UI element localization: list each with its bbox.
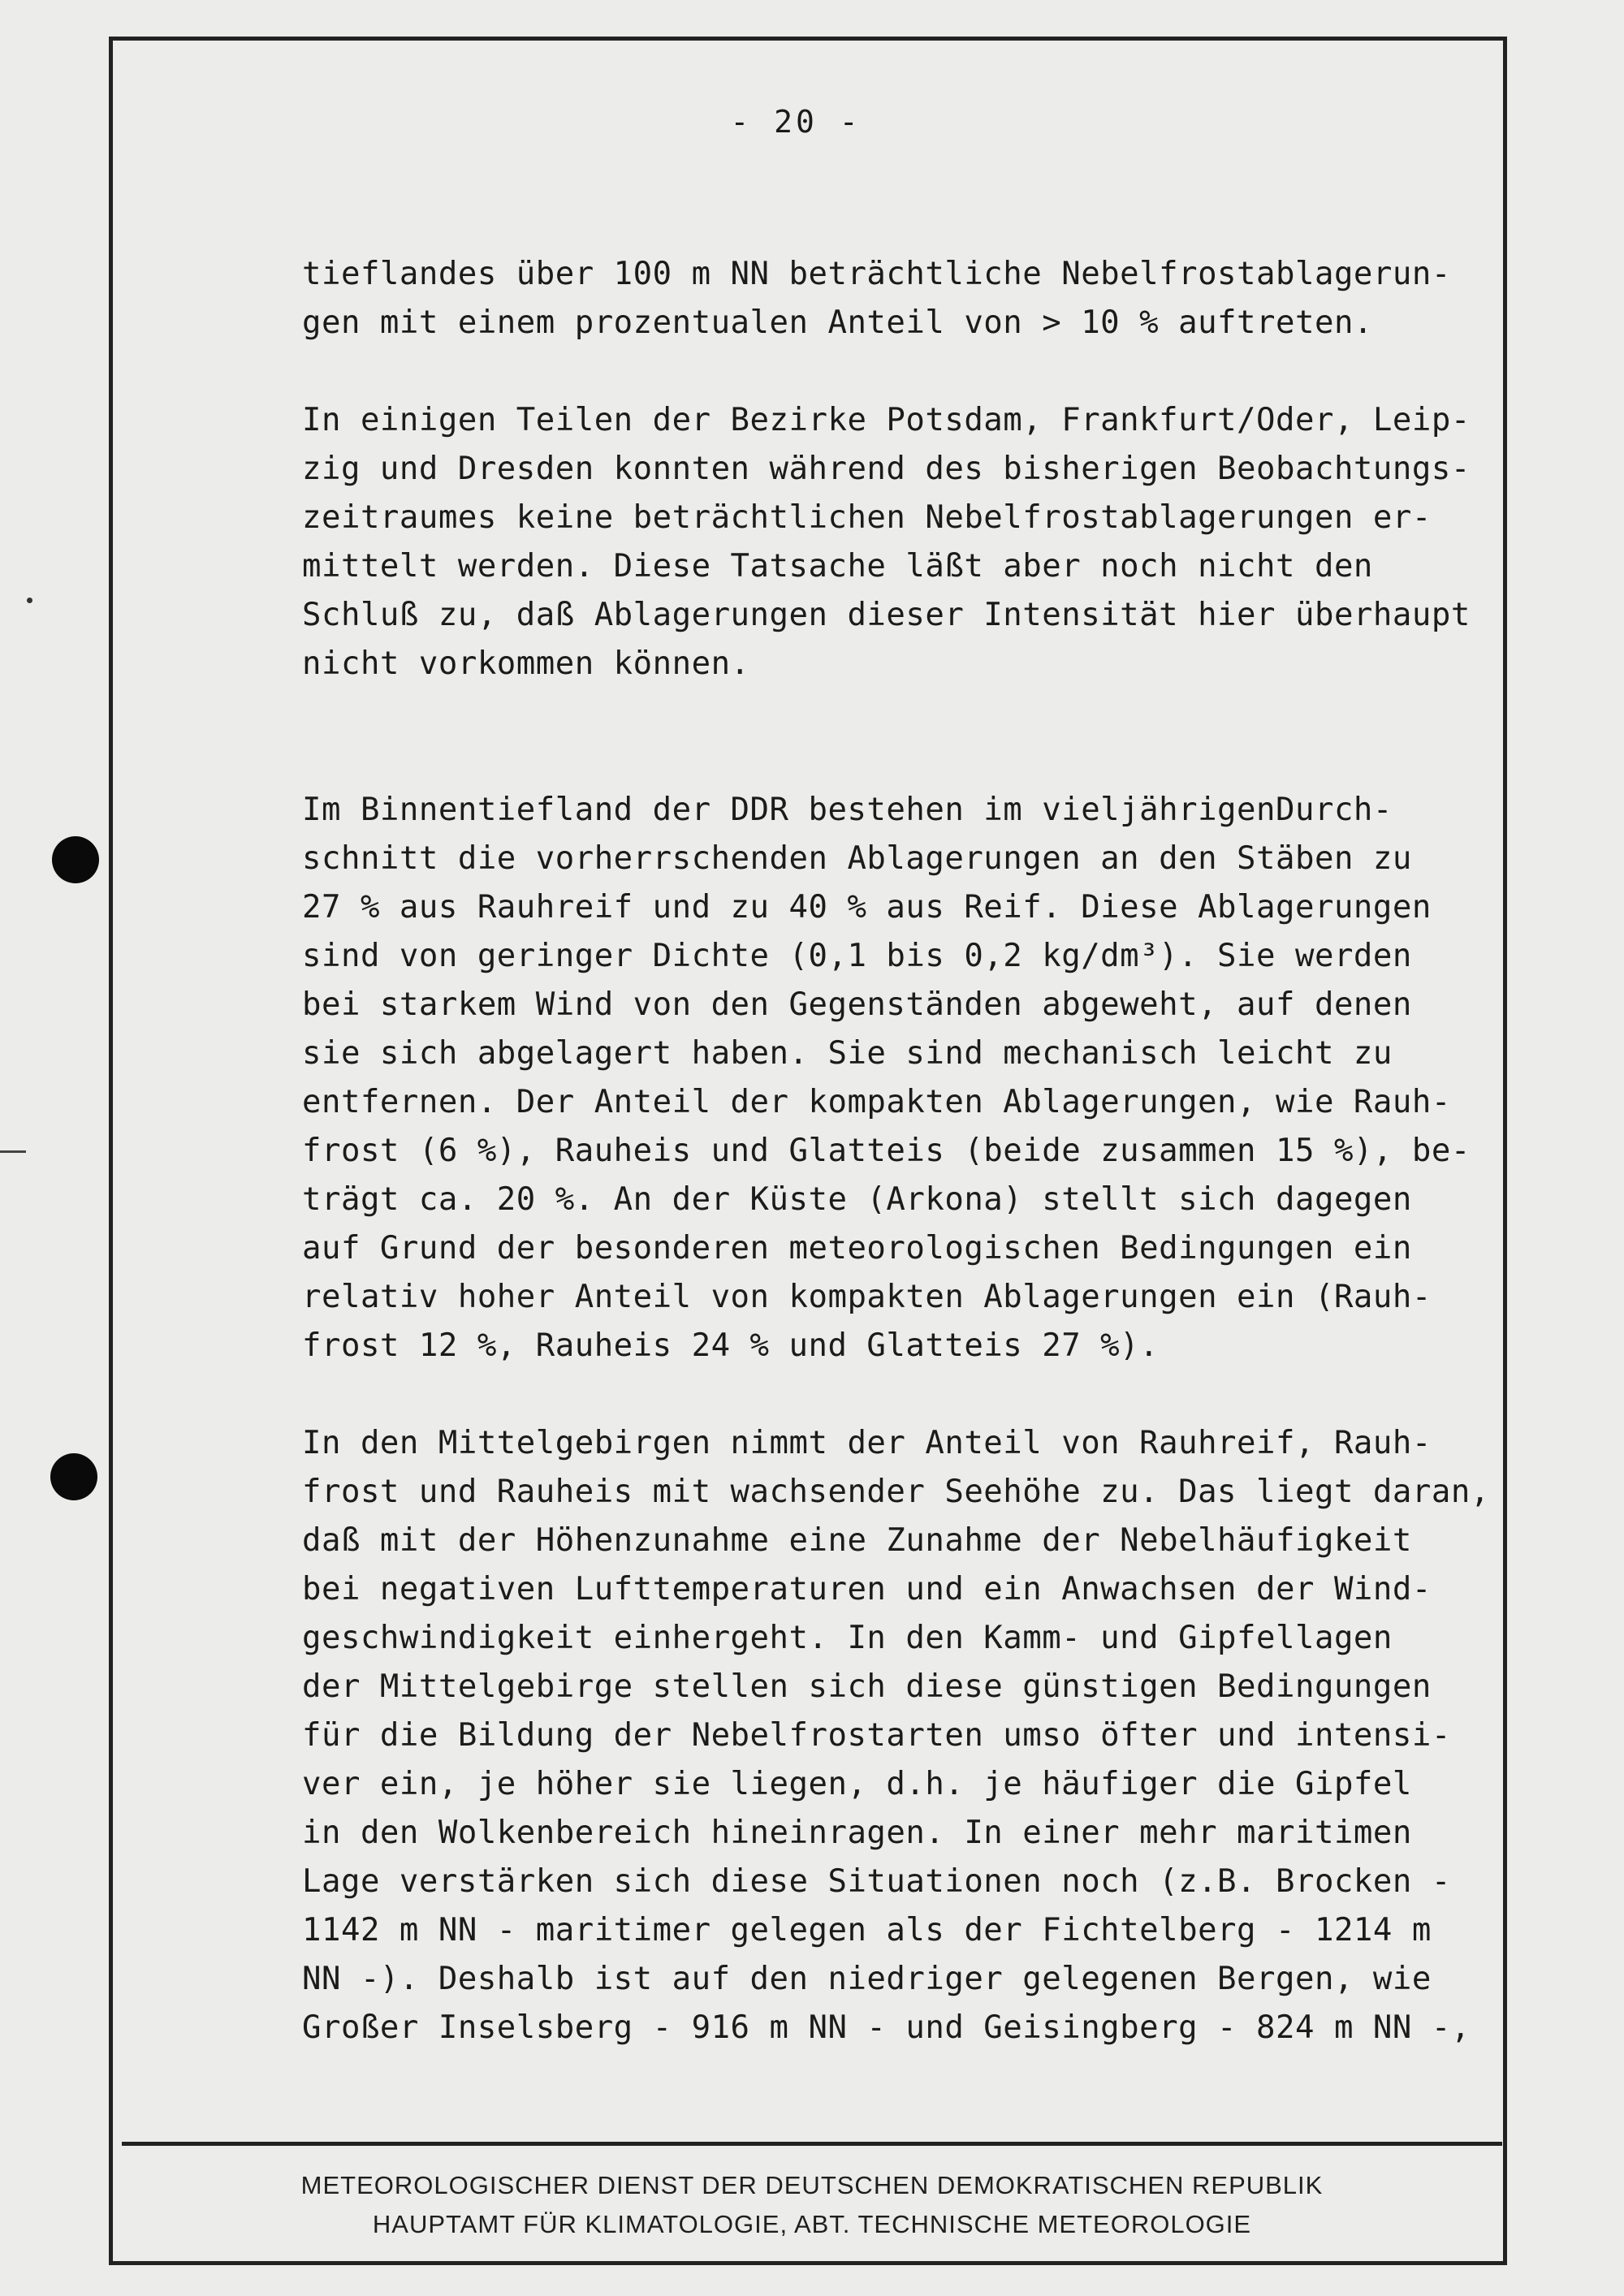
- text-line: bei starkem Wind von den Gegenständen abgeweht, auf denen: [302, 986, 1412, 1023]
- text-line: In den Mittelgebirgen nimmt der Anteil von Rauhreif, Rauh-: [302, 1425, 1432, 1461]
- page-number: - 20 -: [730, 104, 862, 140]
- text-line: daß mit der Höhenzunahme eine Zunahme der Nebelhäufigkeit: [302, 1522, 1412, 1559]
- text-line: NN -). Deshalb ist auf den niedriger gelegenen Bergen, wie: [302, 1961, 1432, 1997]
- text-line: auf Grund der besonderen meteorologischen Bedingungen ein: [302, 1230, 1412, 1267]
- text-line: mittelt werden. Diese Tatsache läßt aber noch nicht den: [302, 548, 1373, 585]
- paragraph-3: [302, 786, 1510, 1370]
- text-line: sie sich abgelagert haben. Sie sind mechanisch leicht zu: [302, 1035, 1393, 1072]
- text-line: frost (6 %), Rauheis und Glatteis (beide zusammen 15 %), be-: [302, 1133, 1471, 1169]
- text-line: relativ hoher Anteil von kompakten Ablagerungen ein (Rauh-: [302, 1279, 1432, 1315]
- text-line: Großer Inselsberg - 916 m NN - und Geisingberg - 824 m NN -,: [302, 2009, 1471, 2046]
- text-line: zeitraumes keine beträchtlichen Nebelfrostablagerungen er-: [302, 499, 1432, 536]
- text-line: in den Wolkenbereich hineinragen. In einer mehr maritimen: [302, 1815, 1412, 1851]
- text-line: 27 % aus Rauhreif und zu 40 % aus Reif. Diese Ablagerungen: [302, 889, 1432, 926]
- text-line: Lage verstärken sich diese Situationen noch (z.B. Brocken -: [302, 1863, 1451, 1900]
- text-line: schnitt die vorherrschenden Ablagerungen an den Stäben zu: [302, 840, 1412, 877]
- text-line: entfernen. Der Anteil der kompakten Ablagerungen, wie Rauh-: [302, 1084, 1451, 1120]
- text-line: zig und Dresden konnten während des bisherigen Beobachtungs-: [302, 451, 1471, 487]
- paragraph-1: [302, 250, 1510, 347]
- text-line: frost 12 %, Rauheis 24 % und Glatteis 27 %).: [302, 1327, 1160, 1364]
- text-line: für die Bildung der Nebelfrostarten umso öfter und intensi-: [302, 1717, 1451, 1754]
- text-line: Schluß zu, daß Ablagerungen dieser Intensität hier überhaupt: [302, 597, 1471, 633]
- paragraph-2: [302, 396, 1510, 688]
- text-line: der Mittelgebirge stellen sich diese günstigen Bedingungen: [302, 1668, 1432, 1705]
- margin-speck: [27, 598, 32, 603]
- text-line: bei negativen Lufttemperaturen und ein Anwachsen der Wind-: [302, 1571, 1432, 1608]
- text-line: frost und Rauheis mit wachsender Seehöhe zu. Das liegt daran,: [302, 1474, 1490, 1510]
- text-line: trägt ca. 20 %. An der Küste (Arkona) stellt sich dagegen: [302, 1181, 1412, 1218]
- paragraph-4: [302, 1419, 1510, 2052]
- footer-department-name: HAUPTAMT FÜR KLIMATOLOGIE, ABT. TECHNISCHE METEOROLOGIE: [372, 2210, 1252, 2238]
- text-line: ver ein, je höher sie liegen, d.h. je häufiger die Gipfel: [302, 1766, 1412, 1802]
- text-line: sind von geringer Dichte (0,1 bis 0,2 kg/dm³). Sie werden: [302, 938, 1412, 974]
- punch-hole-lower: [50, 1453, 97, 1500]
- text-line: 1142 m NN - maritimer gelegen als der Fichtelberg - 1214 m: [302, 1912, 1432, 1949]
- document-body: [302, 250, 1510, 2052]
- text-line: geschwindigkeit einhergeht. In den Kamm- und Gipfellagen: [302, 1620, 1393, 1656]
- text-line: gen mit einem prozentualen Anteil von > 10 % auftreten.: [302, 304, 1373, 341]
- margin-tick-mark: [0, 1150, 26, 1153]
- text-line: nicht vorkommen können.: [302, 645, 750, 682]
- text-line: Im Binnentiefland der DDR bestehen im vieljährigenDurch-: [302, 792, 1393, 828]
- punch-hole-upper: [52, 836, 99, 883]
- institution-footer: [122, 2166, 1502, 2244]
- text-line: In einigen Teilen der Bezirke Potsdam, Frankfurt/Oder, Leip-: [302, 402, 1471, 438]
- footer-institution-name: METEOROLOGISCHER DIENST DER DEUTSCHEN DEMOKRATISCHEN REPUBLIK: [300, 2171, 1324, 2199]
- text-line: tieflandes über 100 m NN beträchtliche Nebelfrostablagerun-: [302, 256, 1451, 292]
- footer-divider: [122, 2142, 1502, 2146]
